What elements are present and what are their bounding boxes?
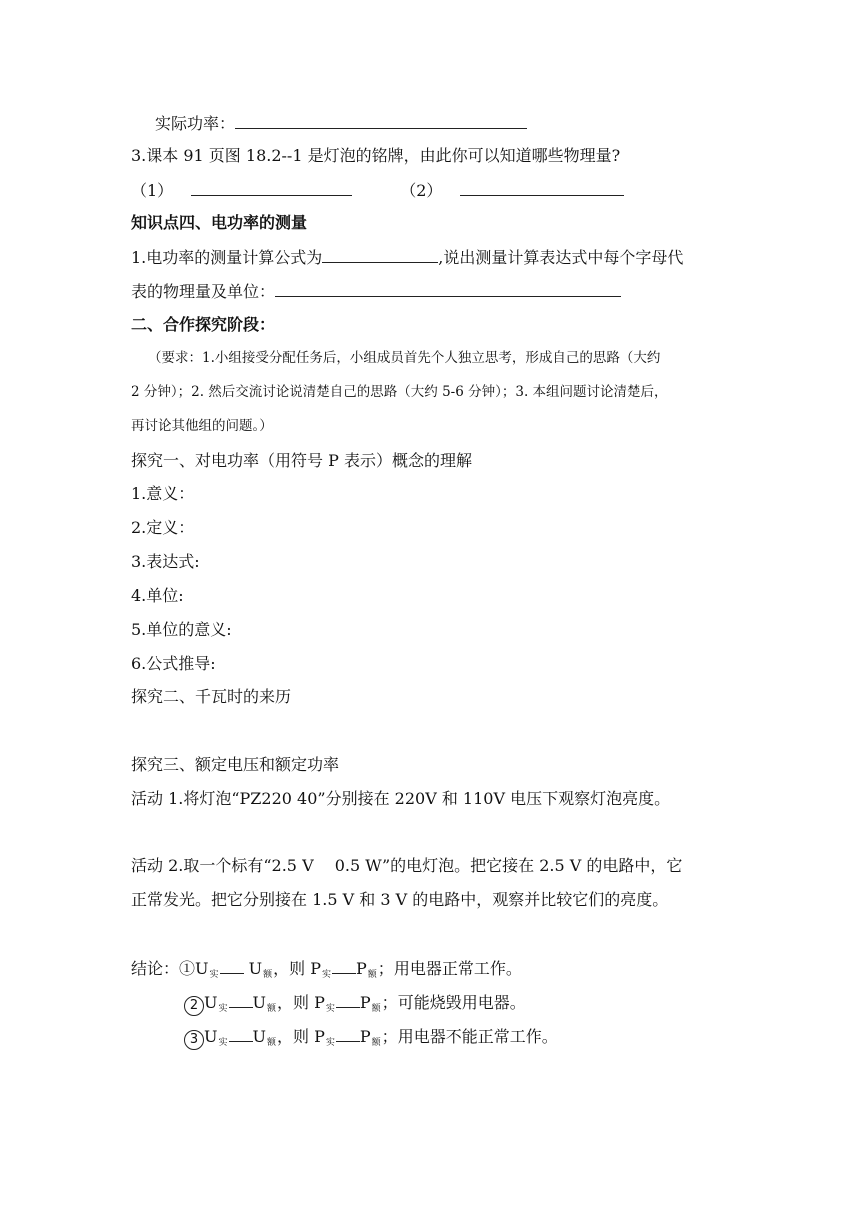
circled-number-1: ① [179, 959, 196, 978]
explore-1-item: 6.公式推导: [131, 654, 216, 673]
circled-number-3: 3 [184, 1030, 204, 1050]
formula-blank[interactable] [322, 246, 438, 263]
actual-power-label: 实际功率： [155, 114, 236, 133]
compare-p-blank[interactable] [336, 1025, 360, 1042]
stage-2-title: 二、合作探究阶段： [131, 315, 276, 334]
requirements-line-1: （要求：1.小组接受分配任务后，小组成员首先个人独立思考，形成自己的思路（大约 [148, 350, 661, 366]
answer-2-label: （2） [400, 181, 443, 200]
compare-u-blank[interactable] [229, 991, 253, 1008]
answer-1-blank[interactable] [191, 179, 352, 196]
compare-u-blank[interactable] [220, 957, 244, 974]
conclusion-result: 用电器不能正常工作。 [397, 1027, 558, 1046]
measure-text-1: 1.电功率的测量计算公式为 [131, 248, 323, 267]
requirements-line-3: 再讨论其他组的问题。） [131, 418, 273, 434]
question-3: 3.课本 91 页图 18.2--1 是灯泡的铭牌，由此你可以知道哪些物理量? [131, 146, 621, 165]
explore-1-item: 3.表达式: [131, 552, 200, 571]
explore-1-item: 1.意义： [131, 484, 195, 503]
activity-2-line-1: 活动 2.取一个标有“2.5 V 0.5 W”的电灯泡。把它接在 2.5 V 的电路中，它 [131, 856, 683, 875]
explore-1-title: 探究一、对电功率（用符号 P 表示）概念的理解 [131, 451, 472, 470]
conclusion-result: 用电器正常工作。 [393, 959, 522, 978]
explore-1-item: 2.定义： [131, 518, 195, 537]
actual-power-line [155, 112, 527, 135]
measure-text-2: ,说出测量计算表达式中每个字母代 [438, 248, 684, 267]
measure-text-3: 表的物理量及单位： [131, 282, 276, 301]
answer-1-label: （1） [131, 181, 174, 200]
requirements-line-2: 2 分钟）；2. 然后交流讨论说清楚自己的思路（大约 5-6 分钟）；3. 本组问题讨论清楚后， [131, 384, 668, 400]
answer-2-blank[interactable] [460, 179, 624, 196]
compare-p-blank[interactable] [336, 991, 360, 1008]
explore-1-item: 4.单位: [131, 586, 184, 605]
circled-number-2: 2 [184, 996, 204, 1016]
conclusion-result: 可能烧毁用电器。 [397, 993, 526, 1012]
explore-2-title: 探究二、千瓦时的来历 [131, 687, 292, 706]
question-3-answers [131, 179, 624, 202]
measure-line-1 [131, 246, 683, 269]
compare-p-blank[interactable] [332, 957, 356, 974]
measure-line-2 [131, 280, 621, 303]
activity-1: 活动 1.将灯泡“PZ220 40”分别接在 220V 和 110V 电压下观察灯泡亮度。 [131, 789, 671, 808]
actual-power-blank[interactable] [235, 112, 527, 129]
conclusion-row-2: 2 $U_实$ $U_额$，则 $P_实$ $P_额$；可能烧毁用电器。 [184, 991, 526, 1020]
conclusion-row-1: 结论：$①U_实$ $U_额$，则 $P_实$ $P_额$；用电器正常工作。 [131, 959, 522, 980]
compare-u-blank[interactable] [229, 1025, 253, 1042]
conclusion-row-3: 3 $U_实$ $U_额$，则 $P_实$ $P_额$；用电器不能正常工作。 [184, 1025, 558, 1054]
explore-1-item: 5.单位的意义: [131, 620, 232, 639]
explore-3-title: 探究三、额定电压和额定功率 [131, 755, 340, 774]
section-4-title: 知识点四、电功率的测量 [131, 213, 308, 232]
units-blank[interactable] [275, 280, 621, 297]
conclusion-label: 结论： [131, 959, 180, 978]
activity-2-line-2: 正常发光。把它分别接在 1.5 V 和 3 V 的电路中，观察并比较它们的亮度。 [131, 890, 669, 909]
